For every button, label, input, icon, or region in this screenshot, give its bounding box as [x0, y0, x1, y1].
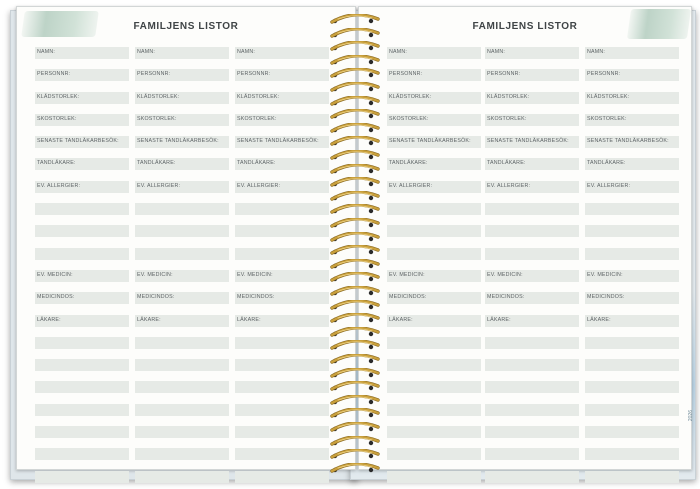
field-label: EV. ALLERGIER:	[587, 182, 631, 189]
field-label: MEDICINDOS:	[237, 294, 275, 301]
form-field-row[interactable]	[485, 426, 579, 438]
coil-ring	[318, 96, 388, 108]
form-field-row[interactable]	[485, 448, 579, 460]
coil-ring	[318, 28, 388, 40]
field-label: KLÄDSTORLEK:	[237, 93, 280, 100]
form-field-row[interactable]	[35, 47, 129, 59]
field-label: SKOSTORLEK:	[137, 115, 177, 122]
form-field-row[interactable]	[135, 47, 229, 59]
form-field-row[interactable]	[387, 404, 481, 416]
field-label: PERSONNR:	[37, 71, 71, 78]
form-field-row[interactable]	[135, 92, 229, 104]
form-field-row[interactable]	[235, 270, 329, 282]
coil-ring	[318, 82, 388, 94]
form-field-row[interactable]	[485, 158, 579, 170]
form-field-row[interactable]	[585, 114, 679, 126]
field-label: EV. ALLERGIER:	[237, 182, 281, 189]
form-field-row[interactable]	[387, 292, 481, 304]
coil-ring	[318, 408, 388, 420]
coil-ring	[318, 177, 388, 189]
field-label: KLÄDSTORLEK:	[137, 93, 180, 100]
form-field-row[interactable]	[585, 248, 679, 260]
form-field-row[interactable]	[387, 181, 481, 193]
field-label: TANDLÄKARE:	[37, 160, 76, 167]
form-field-row[interactable]	[35, 404, 129, 416]
field-label: LÄKARE:	[137, 316, 161, 323]
field-label: MEDICINDOS:	[587, 294, 625, 301]
coil-ring	[318, 422, 388, 434]
spiral-binding	[318, 6, 388, 476]
coil-ring	[318, 150, 388, 162]
form-field-row[interactable]	[135, 292, 229, 304]
form-field-row[interactable]	[135, 270, 229, 282]
field-label: NAMN:	[389, 49, 408, 55]
form-field-row[interactable]	[35, 158, 129, 170]
form-field-row[interactable]	[387, 114, 481, 126]
form-field-row[interactable]	[485, 69, 579, 81]
form-field-row[interactable]	[485, 471, 579, 483]
form-field-row[interactable]	[235, 114, 329, 126]
page-title: FAMILJENS LISTOR	[472, 21, 578, 32]
form-field-row[interactable]	[485, 315, 579, 327]
field-label: NAMN:	[487, 49, 506, 55]
coil-ring	[318, 395, 388, 407]
field-label: EV. MEDICIN:	[389, 271, 425, 278]
form-field-row[interactable]	[585, 471, 679, 483]
family-member-column	[387, 47, 481, 489]
form-field-row[interactable]	[585, 315, 679, 327]
field-label: EV. MEDICIN:	[587, 271, 623, 278]
form-field-row[interactable]	[585, 404, 679, 416]
form-field-row[interactable]	[585, 69, 679, 81]
form-field-row[interactable]	[135, 359, 229, 371]
form-field-row[interactable]	[387, 69, 481, 81]
form-field-row[interactable]	[585, 181, 679, 193]
form-field-row[interactable]	[235, 69, 329, 81]
field-label: LÄKARE:	[37, 316, 61, 323]
form-field-row[interactable]	[135, 225, 229, 237]
form-field-row[interactable]	[585, 203, 679, 215]
field-label: MEDICINDOS:	[37, 294, 75, 301]
form-field-row[interactable]	[485, 225, 579, 237]
field-label: KLÄDSTORLEK:	[587, 93, 630, 100]
form-field-row[interactable]	[235, 158, 329, 170]
family-member-column	[135, 47, 229, 489]
field-label: SENASTE TANDLÄKARBESÖK:	[587, 138, 669, 145]
page-title: FAMILJENS LISTOR	[133, 21, 239, 32]
form-field-row[interactable]	[387, 359, 481, 371]
form-field-row[interactable]	[485, 203, 579, 215]
form-field-row[interactable]	[585, 47, 679, 59]
right-page	[358, 6, 692, 470]
form-field-row[interactable]	[235, 381, 329, 393]
form-field-row[interactable]	[35, 248, 129, 260]
field-label: KLÄDSTORLEK:	[487, 93, 530, 100]
field-label: TANDLÄKARE:	[389, 160, 428, 167]
form-field-row[interactable]	[387, 203, 481, 215]
form-field-row[interactable]	[135, 69, 229, 81]
field-label: LÄKARE:	[389, 316, 413, 323]
form-field-row[interactable]	[485, 404, 579, 416]
field-label: SKOSTORLEK:	[37, 115, 77, 122]
form-field-row[interactable]	[35, 225, 129, 237]
left-page	[16, 6, 356, 470]
form-field-row[interactable]	[35, 471, 129, 483]
form-field-row[interactable]	[485, 359, 579, 371]
form-field-row[interactable]	[585, 270, 679, 282]
form-field-row[interactable]	[135, 158, 229, 170]
form-field-row[interactable]	[135, 426, 229, 438]
form-field-row[interactable]	[35, 203, 129, 215]
form-field-row[interactable]	[135, 404, 229, 416]
field-label: SKOSTORLEK:	[487, 115, 527, 122]
coil-ring	[318, 272, 388, 284]
form-field-row[interactable]	[235, 136, 329, 148]
field-label: EV. ALLERGIER:	[37, 182, 81, 189]
form-field-row[interactable]	[585, 448, 679, 460]
coil-ring	[318, 436, 388, 448]
coil-ring	[318, 232, 388, 244]
form-field-row[interactable]	[235, 426, 329, 438]
form-field-row[interactable]	[135, 381, 229, 393]
form-field-row[interactable]	[585, 359, 679, 371]
form-field-row[interactable]	[485, 337, 579, 349]
coil-ring	[318, 368, 388, 380]
form-field-row[interactable]	[485, 47, 579, 59]
form-field-row[interactable]	[135, 337, 229, 349]
coil-ring	[318, 109, 388, 121]
field-label: TANDLÄKARE:	[487, 160, 526, 167]
field-label: EV. MEDICIN:	[487, 271, 523, 278]
field-label: SKOSTORLEK:	[587, 115, 627, 122]
field-label: NAMN:	[237, 49, 256, 55]
form-field-row[interactable]	[585, 292, 679, 304]
family-member-column	[235, 47, 329, 489]
form-field-row[interactable]	[35, 69, 129, 81]
form-field-row[interactable]	[35, 270, 129, 282]
form-field-row[interactable]	[235, 225, 329, 237]
form-field-row[interactable]	[485, 92, 579, 104]
coil-ring	[318, 340, 388, 352]
form-field-row[interactable]	[35, 359, 129, 371]
form-field-row[interactable]	[387, 315, 481, 327]
coil-ring	[318, 204, 388, 216]
form-field-row[interactable]	[585, 337, 679, 349]
field-label: MEDICINDOS:	[137, 294, 175, 301]
field-label: MEDICINDOS:	[389, 294, 427, 301]
form-field-row[interactable]	[485, 292, 579, 304]
form-field-row[interactable]	[235, 181, 329, 193]
coil-ring	[318, 14, 388, 26]
form-field-row[interactable]	[387, 448, 481, 460]
field-label: KLÄDSTORLEK:	[389, 93, 432, 100]
form-field-row[interactable]	[387, 381, 481, 393]
form-field-row[interactable]	[135, 248, 229, 260]
coil-ring	[318, 354, 388, 366]
form-field-row[interactable]	[235, 315, 329, 327]
form-field-row[interactable]	[387, 136, 481, 148]
field-label: PERSONNR:	[389, 71, 423, 78]
form-field-row[interactable]	[235, 92, 329, 104]
field-label: SENASTE TANDLÄKARBESÖK:	[137, 138, 219, 145]
family-member-column	[485, 47, 579, 489]
form-field-row[interactable]	[485, 181, 579, 193]
form-field-row[interactable]	[585, 381, 679, 393]
form-field-row[interactable]	[35, 381, 129, 393]
coil-ring	[318, 123, 388, 135]
form-field-row[interactable]	[387, 248, 481, 260]
field-label: SENASTE TANDLÄKARBESÖK:	[37, 138, 119, 145]
form-field-row[interactable]	[585, 426, 679, 438]
field-label: TANDLÄKARE:	[237, 160, 276, 167]
field-label: KLÄDSTORLEK:	[37, 93, 80, 100]
form-field-row[interactable]	[35, 337, 129, 349]
coil-ring	[318, 55, 388, 67]
form-field-row[interactable]	[585, 136, 679, 148]
form-field-row[interactable]	[585, 158, 679, 170]
form-field-row[interactable]	[387, 471, 481, 483]
field-label: EV. ALLERGIER:	[389, 182, 433, 189]
field-label: EV. ALLERGIER:	[487, 182, 531, 189]
form-field-row[interactable]	[35, 292, 129, 304]
field-label: EV. ALLERGIER:	[137, 182, 181, 189]
field-label: PERSONNR:	[137, 71, 171, 78]
coil-ring	[318, 463, 388, 475]
coil-ring	[318, 381, 388, 393]
coil-ring	[318, 449, 388, 461]
field-label: SKOSTORLEK:	[237, 115, 277, 122]
field-label: SENASTE TANDLÄKARBESÖK:	[389, 138, 471, 145]
form-field-row[interactable]	[35, 136, 129, 148]
form-field-row[interactable]	[387, 92, 481, 104]
form-field-row[interactable]	[235, 359, 329, 371]
field-label: EV. MEDICIN:	[37, 271, 73, 278]
form-field-row[interactable]	[135, 181, 229, 193]
form-field-row[interactable]	[35, 448, 129, 460]
form-field-row[interactable]	[135, 471, 229, 483]
field-label: TANDLÄKARE:	[587, 160, 626, 167]
field-label: LÄKARE:	[237, 316, 261, 323]
field-label: EV. MEDICIN:	[237, 271, 273, 278]
field-label: TANDLÄKARE:	[137, 160, 176, 167]
form-field-row[interactable]	[235, 471, 329, 483]
field-label: MEDICINDOS:	[487, 294, 525, 301]
form-field-row[interactable]	[585, 92, 679, 104]
form-field-row[interactable]	[387, 426, 481, 438]
form-field-row[interactable]	[235, 47, 329, 59]
family-member-column	[35, 47, 129, 489]
field-label: EV. MEDICIN:	[137, 271, 173, 278]
field-label: PERSONNR:	[237, 71, 271, 78]
form-field-row[interactable]	[485, 136, 579, 148]
form-field-row[interactable]	[387, 47, 481, 59]
form-field-row[interactable]	[35, 315, 129, 327]
coil-ring	[318, 286, 388, 298]
form-field-row[interactable]	[35, 426, 129, 438]
year-tab: 2026	[688, 410, 694, 422]
form-field-row[interactable]	[485, 381, 579, 393]
form-field-row[interactable]	[485, 114, 579, 126]
form-field-row[interactable]	[585, 225, 679, 237]
family-member-column	[585, 47, 679, 489]
coil-ring	[318, 191, 388, 203]
coil-ring	[318, 136, 388, 148]
coil-ring	[318, 41, 388, 53]
coil-ring	[318, 300, 388, 312]
form-field-row[interactable]	[35, 92, 129, 104]
form-field-row[interactable]	[135, 136, 229, 148]
form-field-row[interactable]	[235, 404, 329, 416]
form-field-row[interactable]	[387, 270, 481, 282]
form-field-row[interactable]	[135, 448, 229, 460]
form-field-row[interactable]	[235, 448, 329, 460]
form-field-row[interactable]	[387, 337, 481, 349]
field-label: SENASTE TANDLÄKARBESÖK:	[237, 138, 319, 145]
form-field-row[interactable]	[135, 315, 229, 327]
field-label: SENASTE TANDLÄKARBESÖK:	[487, 138, 569, 145]
field-label: LÄKARE:	[587, 316, 611, 323]
field-label: PERSONNR:	[487, 71, 521, 78]
form-field-row[interactable]	[485, 270, 579, 282]
form-field-row[interactable]	[235, 203, 329, 215]
coil-ring	[318, 313, 388, 325]
coil-ring	[318, 327, 388, 339]
field-label: NAMN:	[37, 49, 56, 55]
form-field-row[interactable]	[387, 158, 481, 170]
coil-ring	[318, 68, 388, 80]
form-field-row[interactable]	[235, 248, 329, 260]
field-label: SKOSTORLEK:	[389, 115, 429, 122]
form-field-row[interactable]	[135, 203, 229, 215]
coil-ring	[318, 218, 388, 230]
field-label: NAMN:	[587, 49, 606, 55]
field-label: NAMN:	[137, 49, 156, 55]
form-field-row[interactable]	[235, 337, 329, 349]
coil-ring	[318, 259, 388, 271]
coil-ring	[318, 164, 388, 176]
form-field-row[interactable]	[235, 292, 329, 304]
field-label: LÄKARE:	[487, 316, 511, 323]
form-field-row[interactable]	[135, 114, 229, 126]
form-field-row[interactable]	[387, 225, 481, 237]
form-field-row[interactable]	[485, 248, 579, 260]
coil-ring	[318, 245, 388, 257]
form-field-row[interactable]	[35, 114, 129, 126]
form-field-row[interactable]	[35, 181, 129, 193]
field-label: PERSONNR:	[587, 71, 621, 78]
